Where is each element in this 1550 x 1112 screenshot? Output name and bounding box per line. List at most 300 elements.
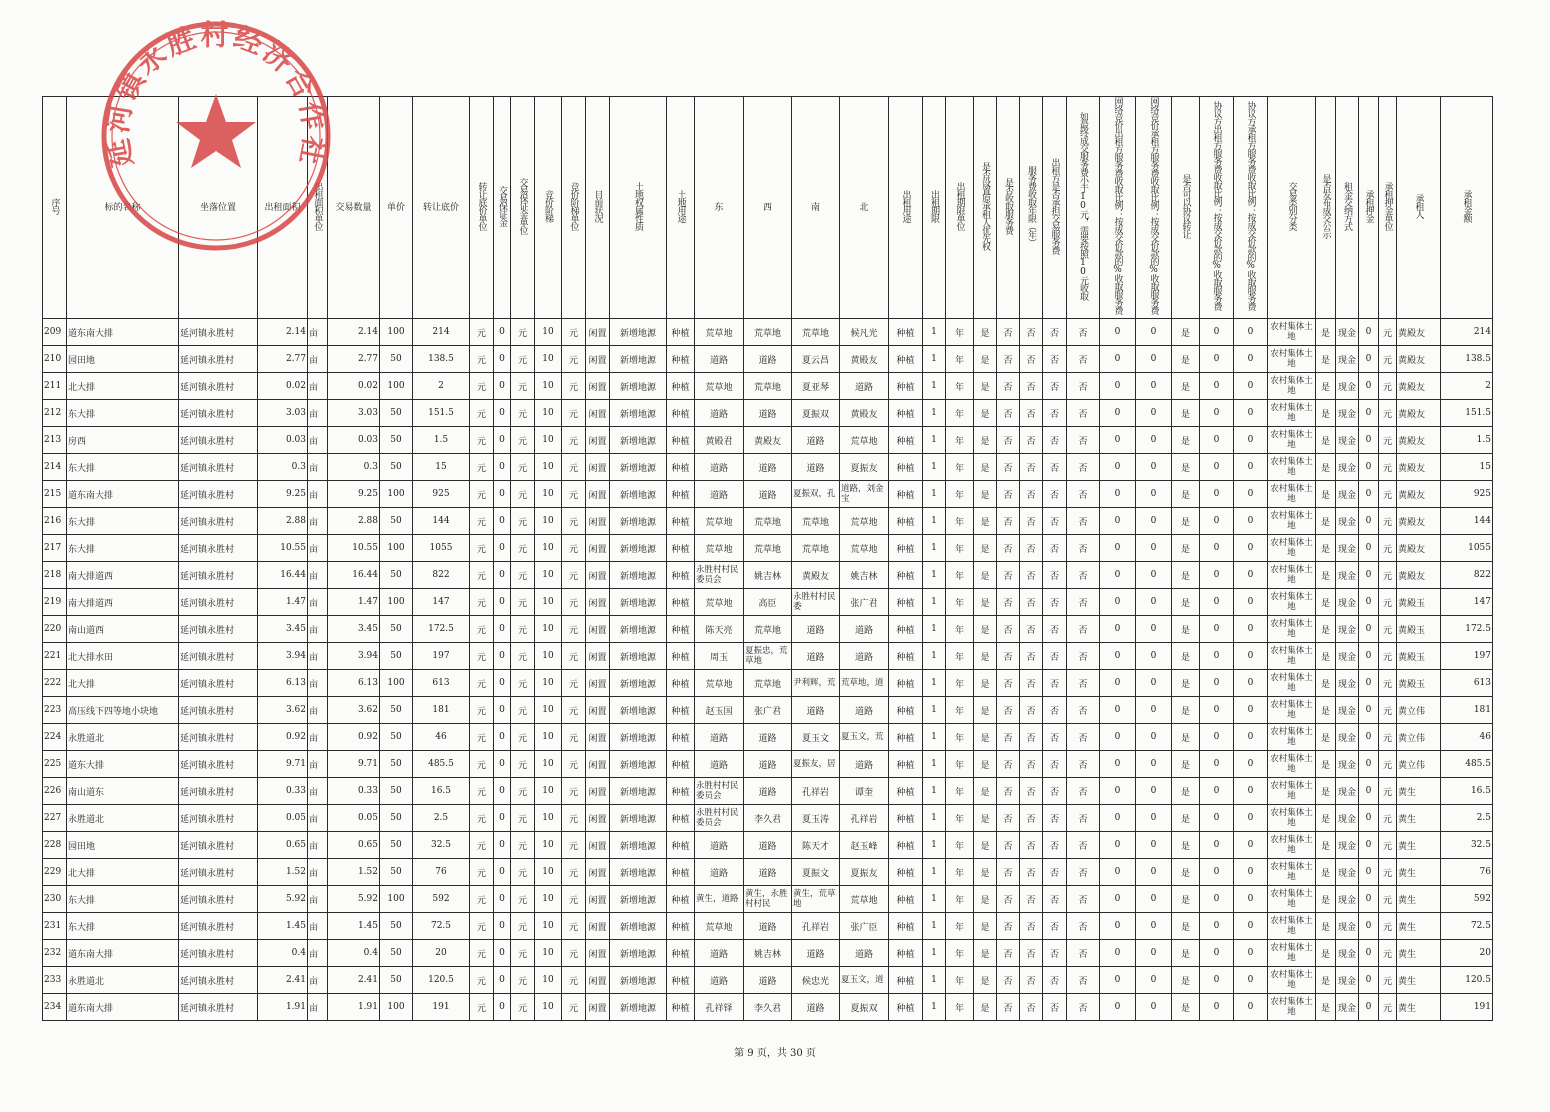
table-cell: 元 bbox=[1379, 454, 1397, 481]
table-cell: 0 bbox=[1100, 616, 1136, 643]
table-cell: 孔祥岩 bbox=[792, 778, 840, 805]
table-cell: 是 bbox=[1172, 643, 1200, 670]
table-cell: 否 bbox=[1020, 319, 1043, 346]
table-cell: 北大排水田 bbox=[67, 643, 179, 670]
table-cell: 1.47 bbox=[328, 589, 380, 616]
table-cell: 农村集体土地 bbox=[1268, 751, 1316, 778]
table-cell: 元 bbox=[562, 400, 586, 427]
table-cell: 0.65 bbox=[258, 832, 308, 859]
column-header bbox=[413, 97, 470, 319]
column-header-label: 交易类别分类 bbox=[1286, 181, 1297, 230]
table-row bbox=[43, 373, 1493, 400]
table-cell: 现金 bbox=[1336, 832, 1359, 859]
table-cell: 0 bbox=[494, 589, 511, 616]
table-cell: 种植 bbox=[667, 400, 695, 427]
table-cell: 是 bbox=[1172, 994, 1200, 1021]
table-cell: 2 bbox=[413, 373, 470, 400]
table-cell: 否 bbox=[1043, 535, 1067, 562]
table-cell: 东大排 bbox=[67, 454, 179, 481]
table-cell: 是 bbox=[974, 643, 997, 670]
table-cell: 夏玉涛 bbox=[792, 805, 840, 832]
table-cell: 否 bbox=[1043, 373, 1067, 400]
column-header-label: 承租金额 bbox=[1461, 189, 1472, 222]
column-header-label: 交易数量 bbox=[335, 202, 372, 213]
table-cell: 种植 bbox=[667, 454, 695, 481]
table-cell: 元 bbox=[511, 319, 535, 346]
table-cell: 种植 bbox=[889, 697, 923, 724]
table-cell: 是 bbox=[974, 481, 997, 508]
table-cell: 元 bbox=[562, 373, 586, 400]
table-cell: 0 bbox=[1136, 589, 1172, 616]
table-cell: 9.25 bbox=[328, 481, 380, 508]
table-cell: 是 bbox=[1316, 697, 1336, 724]
table-cell: 0 bbox=[1359, 724, 1379, 751]
table-cell: 元 bbox=[562, 940, 586, 967]
table-cell: 延河镇永胜村 bbox=[179, 751, 258, 778]
table-cell: 否 bbox=[997, 697, 1020, 724]
table-cell: 种植 bbox=[667, 886, 695, 913]
table-cell: 亩 bbox=[308, 535, 328, 562]
table-cell: 年 bbox=[946, 508, 974, 535]
table-cell: 10 bbox=[535, 589, 562, 616]
table-cell: 是 bbox=[974, 508, 997, 535]
table-cell: 否 bbox=[1067, 481, 1100, 508]
table-cell: 0 bbox=[1136, 319, 1172, 346]
table-cell: 否 bbox=[1020, 508, 1043, 535]
table-cell: 黄殿友 bbox=[744, 427, 792, 454]
table-cell: 231 bbox=[43, 913, 67, 940]
table-cell: 延河镇永胜村 bbox=[179, 535, 258, 562]
table-cell: 10 bbox=[535, 508, 562, 535]
table-cell: 2.14 bbox=[258, 319, 308, 346]
table-cell: 0 bbox=[1200, 427, 1234, 454]
table-cell: 0 bbox=[1234, 913, 1268, 940]
table-cell: 否 bbox=[1067, 508, 1100, 535]
table-cell: 10 bbox=[535, 778, 562, 805]
table-cell: 荒草地 bbox=[695, 373, 744, 400]
table-cell: 223 bbox=[43, 697, 67, 724]
table-cell: 农村集体土地 bbox=[1268, 643, 1316, 670]
table-cell: 黄生 bbox=[1397, 913, 1441, 940]
table-cell: 是 bbox=[974, 562, 997, 589]
table-cell: 72.5 bbox=[1441, 913, 1493, 940]
table-cell: 是 bbox=[1172, 886, 1200, 913]
column-header-label: 单价 bbox=[386, 202, 405, 213]
table-cell: 215 bbox=[43, 481, 67, 508]
table-cell: 0 bbox=[1100, 535, 1136, 562]
table-cell: 否 bbox=[1020, 535, 1043, 562]
table-cell: 100 bbox=[380, 373, 413, 400]
table-cell: 0 bbox=[1100, 508, 1136, 535]
table-cell: 亩 bbox=[308, 913, 328, 940]
table-cell: 夏振忠，荒草地 bbox=[744, 643, 792, 670]
table-cell: 1 bbox=[923, 481, 946, 508]
table-cell: 否 bbox=[1020, 427, 1043, 454]
table-cell: 0 bbox=[1100, 481, 1136, 508]
table-cell: 农村集体土地 bbox=[1268, 535, 1316, 562]
table-cell: 10 bbox=[535, 859, 562, 886]
table-cell: 年 bbox=[946, 913, 974, 940]
table-cell: 新增地源 bbox=[610, 616, 667, 643]
table-cell: 延河镇永胜村 bbox=[179, 832, 258, 859]
table-cell: 10 bbox=[535, 751, 562, 778]
table-cell: 陈天亮 bbox=[695, 616, 744, 643]
table-cell: 否 bbox=[1067, 697, 1100, 724]
column-header bbox=[1200, 97, 1234, 319]
table-cell: 50 bbox=[380, 967, 413, 994]
table-cell: 种植 bbox=[667, 724, 695, 751]
table-cell: 元 bbox=[562, 535, 586, 562]
table-cell: 0.4 bbox=[328, 940, 380, 967]
column-header-label: 网络竞价承租方服务费收取比例：按成交价款的%收取服务费 bbox=[1148, 97, 1159, 314]
table-cell: 现金 bbox=[1336, 373, 1359, 400]
table-cell: 南山道西 bbox=[67, 616, 179, 643]
table-cell: 否 bbox=[1020, 589, 1043, 616]
table-cell: 0 bbox=[1136, 778, 1172, 805]
table-cell: 闲置 bbox=[586, 913, 610, 940]
table-cell: 181 bbox=[413, 697, 470, 724]
table-cell: 永胜村村民委 bbox=[792, 589, 840, 616]
table-cell: 20 bbox=[413, 940, 470, 967]
table-cell: 0 bbox=[1200, 400, 1234, 427]
table-row bbox=[43, 616, 1493, 643]
table-cell: 否 bbox=[1043, 643, 1067, 670]
table-cell: 种植 bbox=[889, 670, 923, 697]
table-cell: 227 bbox=[43, 805, 67, 832]
table-cell: 3.03 bbox=[258, 400, 308, 427]
table-cell: 是 bbox=[1316, 913, 1336, 940]
table-cell: 10 bbox=[535, 562, 562, 589]
table-cell: 年 bbox=[946, 454, 974, 481]
column-header bbox=[1268, 97, 1316, 319]
table-cell: 元 bbox=[511, 805, 535, 832]
table-cell: 0 bbox=[1100, 724, 1136, 751]
table-cell: 元 bbox=[562, 319, 586, 346]
column-header-label: 交易保证金 bbox=[497, 185, 507, 226]
table-cell: 亩 bbox=[308, 427, 328, 454]
column-header bbox=[179, 97, 258, 319]
table-cell: 种植 bbox=[889, 373, 923, 400]
table-cell: 0 bbox=[1200, 373, 1234, 400]
table-cell: 黄殿友 bbox=[840, 346, 889, 373]
table-cell: 是 bbox=[1316, 805, 1336, 832]
table-cell: 0 bbox=[1136, 697, 1172, 724]
table-cell: 种植 bbox=[667, 346, 695, 373]
table-cell: 1055 bbox=[1441, 535, 1493, 562]
table-cell: 否 bbox=[1020, 751, 1043, 778]
table-cell: 2 bbox=[1441, 373, 1493, 400]
table-cell: 是 bbox=[974, 670, 997, 697]
table-cell: 0 bbox=[1136, 859, 1172, 886]
table-cell: 0 bbox=[1100, 346, 1136, 373]
table-cell: 是 bbox=[1316, 994, 1336, 1021]
table-cell: 0 bbox=[1100, 562, 1136, 589]
table-cell: 0 bbox=[1234, 859, 1268, 886]
table-cell: 否 bbox=[1043, 400, 1067, 427]
table-cell: 216 bbox=[43, 508, 67, 535]
table-cell: 元 bbox=[562, 697, 586, 724]
table-header bbox=[43, 97, 1493, 319]
table-cell: 北大排 bbox=[67, 373, 179, 400]
table-cell: 209 bbox=[43, 319, 67, 346]
table-cell: 15 bbox=[1441, 454, 1493, 481]
table-cell: 黄生 bbox=[1397, 967, 1441, 994]
table-cell: 0 bbox=[1136, 373, 1172, 400]
table-cell: 元 bbox=[511, 400, 535, 427]
table-cell: 否 bbox=[1067, 670, 1100, 697]
table-cell: 0 bbox=[494, 724, 511, 751]
table-cell: 北大排 bbox=[67, 859, 179, 886]
table-cell: 新增地源 bbox=[610, 751, 667, 778]
table-cell: 0 bbox=[1136, 670, 1172, 697]
table-cell: 2.14 bbox=[328, 319, 380, 346]
table-cell: 元 bbox=[511, 994, 535, 1021]
table-cell: 1 bbox=[923, 427, 946, 454]
table-cell: 否 bbox=[1020, 400, 1043, 427]
table-cell: 否 bbox=[997, 427, 1020, 454]
table-cell: 亩 bbox=[308, 400, 328, 427]
table-cell: 9.71 bbox=[328, 751, 380, 778]
table-cell: 6.13 bbox=[258, 670, 308, 697]
table-cell: 年 bbox=[946, 427, 974, 454]
table-cell: 元 bbox=[1379, 994, 1397, 1021]
table-cell: 3.94 bbox=[258, 643, 308, 670]
table-cell: 现金 bbox=[1336, 508, 1359, 535]
table-cell: 0 bbox=[1359, 913, 1379, 940]
table-cell: 592 bbox=[1441, 886, 1493, 913]
table-cell: 元 bbox=[1379, 616, 1397, 643]
table-cell: 否 bbox=[1043, 832, 1067, 859]
table-cell: 农村集体土地 bbox=[1268, 940, 1316, 967]
column-header-label: 出租方是否承担交易服务费 bbox=[1049, 157, 1060, 254]
table-cell: 道路 bbox=[792, 940, 840, 967]
table-cell: 黄殿友 bbox=[1397, 508, 1441, 535]
table-cell: 0 bbox=[494, 832, 511, 859]
table-cell: 元 bbox=[511, 778, 535, 805]
table-cell: 0 bbox=[1359, 859, 1379, 886]
table-cell: 新增地源 bbox=[610, 670, 667, 697]
table-cell: 0 bbox=[1136, 616, 1172, 643]
table-cell: 元 bbox=[1379, 967, 1397, 994]
table-cell: 213 bbox=[43, 427, 67, 454]
table-cell: 是 bbox=[1172, 751, 1200, 778]
table-cell: 0 bbox=[1100, 994, 1136, 1021]
table-body bbox=[43, 319, 1493, 1021]
table-cell: 0 bbox=[1359, 454, 1379, 481]
table-cell: 是 bbox=[974, 994, 997, 1021]
table-cell: 延河镇永胜村 bbox=[179, 589, 258, 616]
table-cell: 否 bbox=[1020, 886, 1043, 913]
table-cell: 否 bbox=[997, 724, 1020, 751]
column-header-label: 竞价阶梯单位 bbox=[568, 181, 579, 230]
table-cell: 现金 bbox=[1336, 940, 1359, 967]
table-cell: 延河镇永胜村 bbox=[179, 562, 258, 589]
table-cell: 新增地源 bbox=[610, 697, 667, 724]
table-cell: 0 bbox=[1200, 589, 1234, 616]
table-cell: 新增地源 bbox=[610, 724, 667, 751]
table-cell: 1.47 bbox=[258, 589, 308, 616]
table-cell: 0 bbox=[1359, 319, 1379, 346]
table-cell: 张广君 bbox=[744, 697, 792, 724]
table-cell: 10 bbox=[535, 940, 562, 967]
table-cell: 延河镇永胜村 bbox=[179, 481, 258, 508]
table-cell: 现金 bbox=[1336, 562, 1359, 589]
table-cell: 是 bbox=[1316, 427, 1336, 454]
table-cell: 0 bbox=[1100, 751, 1136, 778]
table-cell: 夏云昌 bbox=[792, 346, 840, 373]
table-cell: 0 bbox=[1359, 562, 1379, 589]
table-cell: 10 bbox=[535, 319, 562, 346]
table-cell: 120.5 bbox=[413, 967, 470, 994]
table-cell: 1.5 bbox=[413, 427, 470, 454]
table-cell: 永胜村村民委员会 bbox=[695, 562, 744, 589]
table-cell: 50 bbox=[380, 427, 413, 454]
table-cell: 0 bbox=[1234, 427, 1268, 454]
table-cell: 新增地源 bbox=[610, 859, 667, 886]
table-cell: 元 bbox=[470, 346, 494, 373]
column-header-label: 如最终成交服务费小于10元，需要按照10元收取 bbox=[1078, 111, 1088, 300]
table-cell: 120.5 bbox=[1441, 967, 1493, 994]
table-cell: 元 bbox=[511, 427, 535, 454]
table-cell: 否 bbox=[1067, 346, 1100, 373]
table-cell: 新增地源 bbox=[610, 373, 667, 400]
table-cell: 延河镇永胜村 bbox=[179, 427, 258, 454]
table-cell: 822 bbox=[1441, 562, 1493, 589]
table-cell: 否 bbox=[1067, 427, 1100, 454]
table-cell: 0 bbox=[1136, 886, 1172, 913]
table-cell: 否 bbox=[997, 886, 1020, 913]
column-header-label: 承租押金 bbox=[1363, 189, 1374, 222]
table-cell: 荒草地 bbox=[840, 535, 889, 562]
column-header bbox=[1316, 97, 1336, 319]
table-cell: 种植 bbox=[889, 832, 923, 859]
table-cell: 延河镇永胜村 bbox=[179, 940, 258, 967]
table-cell: 种植 bbox=[889, 643, 923, 670]
table-cell: 道路 bbox=[840, 373, 889, 400]
column-header-label: 出租面积单位 bbox=[312, 181, 323, 230]
table-cell: 15 bbox=[413, 454, 470, 481]
table-cell: 延河镇永胜村 bbox=[179, 697, 258, 724]
table-cell: 农村集体土地 bbox=[1268, 967, 1316, 994]
column-header-label: 承租押金单位 bbox=[1382, 181, 1393, 230]
table-cell: 是 bbox=[1172, 967, 1200, 994]
table-cell: 东大排 bbox=[67, 535, 179, 562]
table-cell: 现金 bbox=[1336, 535, 1359, 562]
table-cell: 元 bbox=[562, 346, 586, 373]
table-cell: 新增地源 bbox=[610, 400, 667, 427]
table-cell: 荒草地，道 bbox=[840, 670, 889, 697]
table-cell: 10 bbox=[535, 832, 562, 859]
table-cell: 种植 bbox=[667, 778, 695, 805]
table-cell: 年 bbox=[946, 859, 974, 886]
table-cell: 否 bbox=[1067, 454, 1100, 481]
table-cell: 0 bbox=[1200, 805, 1234, 832]
table-cell: 191 bbox=[1441, 994, 1493, 1021]
table-cell: 元 bbox=[511, 859, 535, 886]
table-cell: 是 bbox=[1172, 670, 1200, 697]
table-cell: 元 bbox=[470, 886, 494, 913]
table-cell: 现金 bbox=[1336, 400, 1359, 427]
table-cell: 黄生 bbox=[1397, 832, 1441, 859]
table-cell: 是 bbox=[1316, 508, 1336, 535]
table-cell: 0 bbox=[1234, 481, 1268, 508]
table-cell: 1.45 bbox=[328, 913, 380, 940]
table-cell: 否 bbox=[1067, 643, 1100, 670]
table-cell: 0 bbox=[1234, 508, 1268, 535]
table-cell: 黄立伟 bbox=[1397, 697, 1441, 724]
table-cell: 荒草地 bbox=[744, 535, 792, 562]
table-cell: 否 bbox=[1043, 913, 1067, 940]
table-cell: 否 bbox=[1043, 670, 1067, 697]
table-cell: 0 bbox=[1200, 670, 1234, 697]
table-cell: 新增地源 bbox=[610, 778, 667, 805]
column-header bbox=[695, 97, 744, 319]
table-cell: 0 bbox=[1234, 373, 1268, 400]
table-cell: 否 bbox=[997, 562, 1020, 589]
table-cell: 种植 bbox=[667, 697, 695, 724]
table-cell: 元 bbox=[562, 454, 586, 481]
table-cell: 0 bbox=[1200, 778, 1234, 805]
table-cell: 元 bbox=[562, 778, 586, 805]
table-cell: 年 bbox=[946, 778, 974, 805]
table-cell: 否 bbox=[997, 346, 1020, 373]
table-cell: 0 bbox=[1359, 751, 1379, 778]
table-cell: 否 bbox=[997, 535, 1020, 562]
table-cell: 是 bbox=[974, 967, 997, 994]
table-cell: 50 bbox=[380, 832, 413, 859]
table-cell: 闲置 bbox=[586, 454, 610, 481]
table-cell: 0 bbox=[1234, 994, 1268, 1021]
table-cell: 0 bbox=[1100, 454, 1136, 481]
table-cell: 闲置 bbox=[586, 859, 610, 886]
table-cell: 现金 bbox=[1336, 913, 1359, 940]
table-cell: 元 bbox=[562, 589, 586, 616]
table-cell: 否 bbox=[1020, 346, 1043, 373]
table-cell: 0 bbox=[494, 346, 511, 373]
table-cell: 0 bbox=[1200, 481, 1234, 508]
table-cell: 元 bbox=[1379, 913, 1397, 940]
table-cell: 种植 bbox=[667, 994, 695, 1021]
table-cell: 0 bbox=[1359, 967, 1379, 994]
table-cell: 10.55 bbox=[328, 535, 380, 562]
table-cell: 0 bbox=[1100, 805, 1136, 832]
table-cell: 种植 bbox=[667, 913, 695, 940]
table-cell: 3.45 bbox=[258, 616, 308, 643]
table-cell: 50 bbox=[380, 454, 413, 481]
table-cell: 是 bbox=[974, 724, 997, 751]
table-cell: 否 bbox=[1020, 967, 1043, 994]
column-header bbox=[1397, 97, 1441, 319]
table-cell: 夏玉文，荒 bbox=[840, 724, 889, 751]
column-header bbox=[946, 97, 974, 319]
table-cell: 是 bbox=[974, 859, 997, 886]
table-cell: 园田地 bbox=[67, 832, 179, 859]
table-cell: 否 bbox=[997, 481, 1020, 508]
table-cell: 黄殿友 bbox=[1397, 427, 1441, 454]
table-cell: 黄殿友 bbox=[840, 400, 889, 427]
table-cell: 0 bbox=[1136, 535, 1172, 562]
table-cell: 荒草地 bbox=[695, 535, 744, 562]
table-cell: 1 bbox=[923, 670, 946, 697]
table-cell: 0 bbox=[1234, 562, 1268, 589]
table-cell: 种植 bbox=[889, 535, 923, 562]
table-cell: 50 bbox=[380, 400, 413, 427]
column-header-label: 服务费收取年限（年） bbox=[1026, 165, 1036, 246]
table-cell: 是 bbox=[1316, 724, 1336, 751]
table-cell: 陈天才 bbox=[792, 832, 840, 859]
table-cell: 黄殿友 bbox=[1397, 481, 1441, 508]
table-cell: 1 bbox=[923, 778, 946, 805]
